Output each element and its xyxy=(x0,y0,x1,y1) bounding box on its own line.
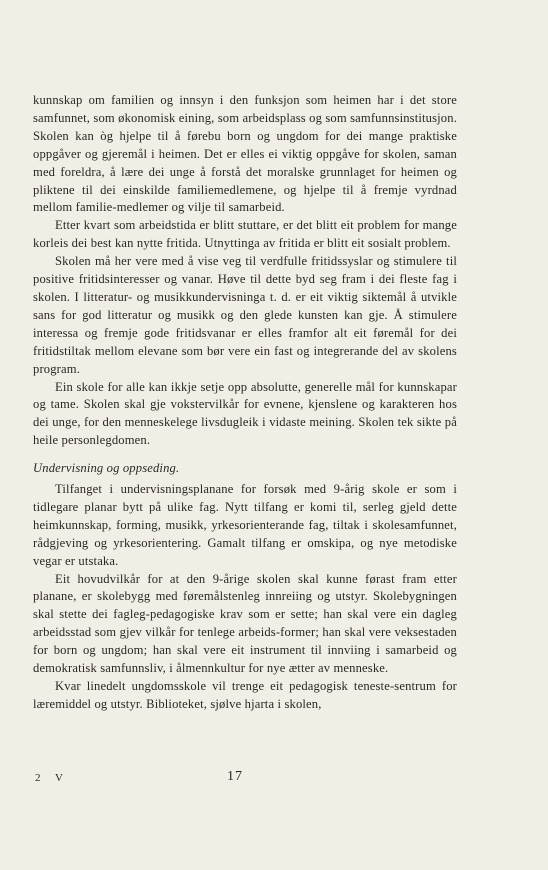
paragraph-service-centre: Kvar linedelt ungdomsskole vil trenge eit pedagogisk teneste-sentrum for læremiddel og utstyr. Biblioteket, sjølve hjarta i skolen, xyxy=(33,679,457,711)
paragraph-school-buildings: Eit hovudvilkår for at den 9-årige skolen skal kunne førast fram etter planane, er skolebygg med føremålstenleg innreiing og utstyr. Skolebygningen skal stette dei fagleg-pedagogiske krav som er sette; han skal vere ein dagleg arbeidsstad som gjev vilkår for tenlege arbeids-former; han skal vere veksestaden for born og ungdom; han skal vere eit instrument til innviing i samarbeid og demokratisk samfunnsliv, i ålmennkultur for nye ætter av menneske. xyxy=(33,571,457,676)
page-number: 17 xyxy=(227,769,243,784)
paragraph-curriculum: Tilfanget i undervisningsplanane for forsøk med 9-årig skole er som i tidlegare planar bytt på ulike fag. Nytt tilfang er komi til, serleg gjeld dette heimkunnskap, forming, musikk, yrkesorienterande fag, tiltak i skolesamfunnet, rådgjeving og yrkesorientering. Gamalt tilfang er omskipa, og nye metodiske vegar er utstaka. xyxy=(33,482,457,568)
paragraph-school-role: Skolen må her vere med å vise veg til verdfulle fritidssyslar og stimulere til positive fritidsinteresser og vanar. Høve til dette byd seg fram i dei fleste fag i skolen. I litteratur- og musikkundervisninga t. d. er eit viktig siktemål å utvikle sans for god litteratur og musikk og den glede kunsten kan gje. Å stimulere interessa og fremje gode fritidsvanar er elles framfor alt eit føremål for dei fritidstiltak mellom elevane som bør vere ein fast og integrerande del av skolens program. xyxy=(33,254,457,376)
body-text xyxy=(33,92,457,714)
printer-signature-mark: 2 V xyxy=(35,772,69,784)
paragraph-school-for-all: Ein skole for alle kan ikkje setje opp absolutte, generelle mål for kunnskapar og tame. Skolen skal gje vokstervilkår for evnene, kjenslene og karakteren hos dei unge, for den menneskelege livsdugleik i vidaste meining. Skolen tek sikte på heile personlegdomen. xyxy=(33,379,457,448)
paragraph-family: kunnskap om familien og innsyn i den funksjon som heimen har i det store samfunnet, som økonomisk eining, som arbeidsplass og som samfunnsinstitusjon. Skolen kan òg hjelpe til å førebu born og ungdom for dei mange praktiske oppgåver og gjeremål i heimen. Det er elles ei viktig oppgåve for skolen, saman med foreldra, å lære dei unge å forstå det moralske grunnlaget for heimen og pliktene til dei einskilde familiemedlemene, og hjelpe til å fremje vyrdnad mellom familie-medlemer og vilje til samarbeid. xyxy=(33,93,457,215)
paragraph-free-time-problem: Etter kvart som arbeidstida er blitt stuttare, er det blitt eit problem for mange korleis dei best kan nytte fritida. Utnyttinga av fritida er blitt eit sosialt problem. xyxy=(33,218,457,251)
section-heading: Undervisning og oppseding. xyxy=(33,461,180,476)
